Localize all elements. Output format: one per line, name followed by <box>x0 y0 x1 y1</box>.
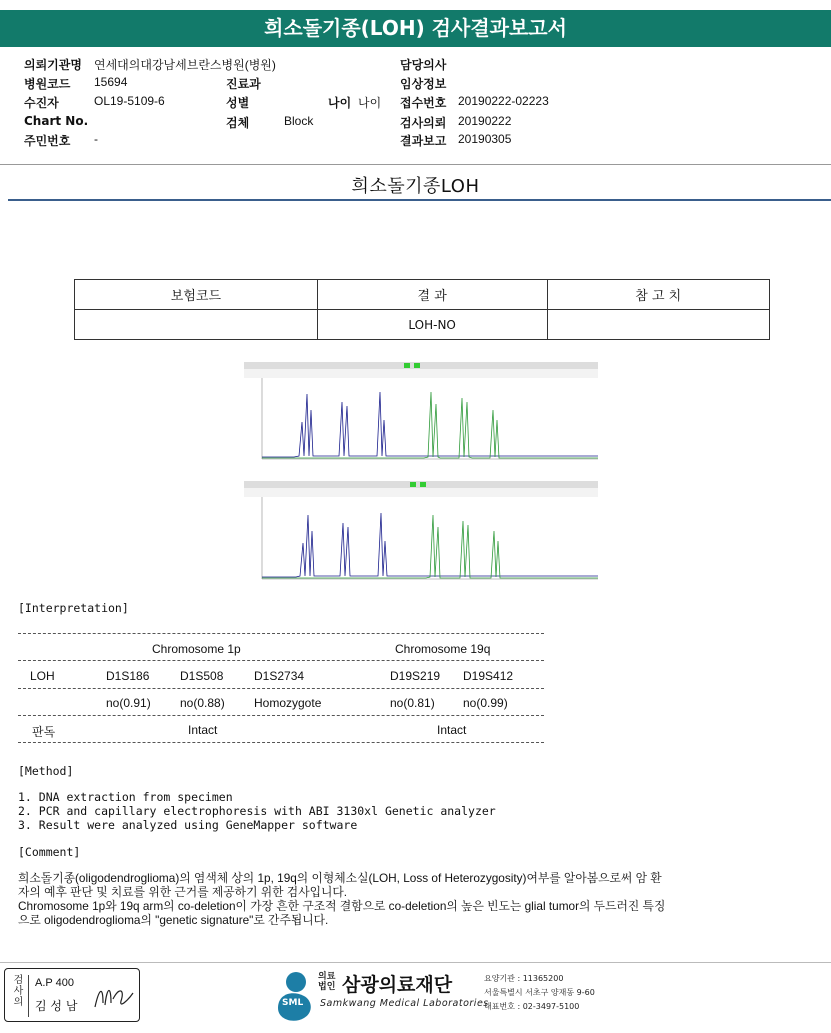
institution-label: 의뢰기관명 <box>24 58 82 72</box>
comment-line: 자의 예후 판단 및 치료를 위한 근거를 제공하기 위한 검사입니다. <box>18 885 348 899</box>
request-label: 검사의뢰 <box>400 116 447 130</box>
sex-label: 성별 <box>226 96 250 110</box>
sml-logo-icon <box>274 968 316 1022</box>
comment-line: 으로 oligodendroglioma의 "genetic signature"로 간주됩니다. <box>18 913 329 927</box>
value-d19s219: no(0.81) <box>390 696 435 710</box>
comment-line: 희소돌기종(oligodendroglioma)의 염색체 상의 1p, 19q의 이형체소실(LOH, Loss of Heterozygosity)여부를 알아봄으로써 암 환 <box>18 871 662 885</box>
request-value: 20190222 <box>458 114 512 128</box>
report-title: 희소돌기종(LOH) 검사결과보고서 <box>0 10 831 47</box>
marker-d1s2734: D1S2734 <box>254 669 305 683</box>
sml-logo-text: SML <box>282 998 304 1008</box>
info-divider <box>0 164 831 165</box>
logo-english: Samkwang Medical Laboratories <box>320 998 489 1009</box>
interp-divider <box>18 688 544 689</box>
logo-name: 삼광의료재단 <box>342 974 453 996</box>
lab-contact: 요양기관 : 11365200 서울특별시 서초구 양재동 9-60 대표번호 : 02-3497-5100 <box>484 974 595 1011</box>
footer-divider <box>0 962 831 963</box>
judge-label: 판독 <box>32 725 56 739</box>
section-title: 희소돌기종LOH <box>351 176 480 197</box>
resident-label: 주민번호 <box>24 134 71 148</box>
report-value: 20190305 <box>458 132 512 146</box>
receipt-label: 접수번호 <box>400 96 447 110</box>
cell-insurance-code <box>75 310 318 340</box>
value-d19s412: no(0.99) <box>463 696 508 710</box>
patient-value: OL19-5109-6 <box>94 94 165 108</box>
clinical-label: 임상정보 <box>400 77 447 91</box>
chart-label: Chart No. <box>24 114 89 128</box>
result-table <box>74 279 770 340</box>
cell-result: LOH-NO <box>317 310 547 340</box>
comment-line: Chromosome 1p와 19q arm의 co-deletion이 가장 흔한 구조적 결함으로 co-deletion의 높은 빈도는 glial tumor의 두드러진 특징 <box>18 899 666 913</box>
hospital-code-value: 15694 <box>94 75 128 89</box>
comment-label: [Comment] <box>18 845 81 859</box>
logo-prefix: 의료 법인 <box>318 972 336 992</box>
institution-value: 연세대의대강남세브란스병원(병원) <box>94 58 276 72</box>
doctor-label: 담당의사 <box>400 58 447 72</box>
marker-d1s508: D1S508 <box>180 669 224 683</box>
marker-d19s412: D19S412 <box>463 669 514 683</box>
signer-name: 김 성 남 <box>35 999 78 1013</box>
handwritten-signature <box>91 979 135 1015</box>
signer-id: A.P 400 <box>35 977 74 989</box>
chr1p-header: Chromosome 1p <box>152 642 241 656</box>
report-label: 결과보고 <box>400 134 447 148</box>
interp-divider <box>18 715 544 716</box>
header-insurance-code: 보험코드 <box>75 280 318 310</box>
marker-d1s186: D1S186 <box>106 669 150 683</box>
cell-reference <box>547 310 770 340</box>
hospital-code-label: 병원코드 <box>24 77 71 91</box>
electropherogram-1 <box>244 362 598 462</box>
patient-label: 수진자 <box>24 96 59 110</box>
resident-value: - <box>94 132 98 146</box>
age-label: 나이 <box>328 96 352 110</box>
header-result: 결 과 <box>317 280 547 310</box>
chr19q-header: Chromosome 19q <box>395 642 491 656</box>
stamp-vertical-label: 검 사 의 <box>9 975 29 1017</box>
method-item: 3. Result were analyzed using GeneMapper software <box>18 818 358 832</box>
dept-label: 진료과 <box>226 77 261 91</box>
judge-1p: Intact <box>188 723 218 737</box>
method-label: [Method] <box>18 764 74 778</box>
comment-text <box>18 871 824 927</box>
lab-logo <box>274 968 604 1022</box>
interp-divider <box>18 660 544 661</box>
receipt-value: 20190222-02223 <box>458 94 549 108</box>
judge-19q: Intact <box>437 723 467 737</box>
value-d1s186: no(0.91) <box>106 696 151 710</box>
marker-d19s219: D19S219 <box>390 669 441 683</box>
section-underline <box>8 199 831 201</box>
method-item: 1. DNA extraction from specimen <box>18 790 233 804</box>
interpretation-label: [Interpretation] <box>18 601 129 615</box>
specimen-label: 검체 <box>226 116 250 130</box>
specimen-value: Block <box>284 114 314 128</box>
value-d1s508: no(0.88) <box>180 696 225 710</box>
electropherogram-2 <box>244 481 598 581</box>
loh-label: LOH <box>30 669 55 683</box>
method-list <box>18 790 496 832</box>
signature-box <box>4 968 140 1022</box>
age-value: 나이 <box>358 96 382 110</box>
header-reference: 참 고 치 <box>547 280 770 310</box>
value-d1s2734: Homozygote <box>254 696 322 710</box>
interp-divider <box>18 633 544 634</box>
method-item: 2. PCR and capillary electrophoresis with ABI 3130xl Genetic analyzer <box>18 804 496 818</box>
interp-divider <box>18 742 544 743</box>
